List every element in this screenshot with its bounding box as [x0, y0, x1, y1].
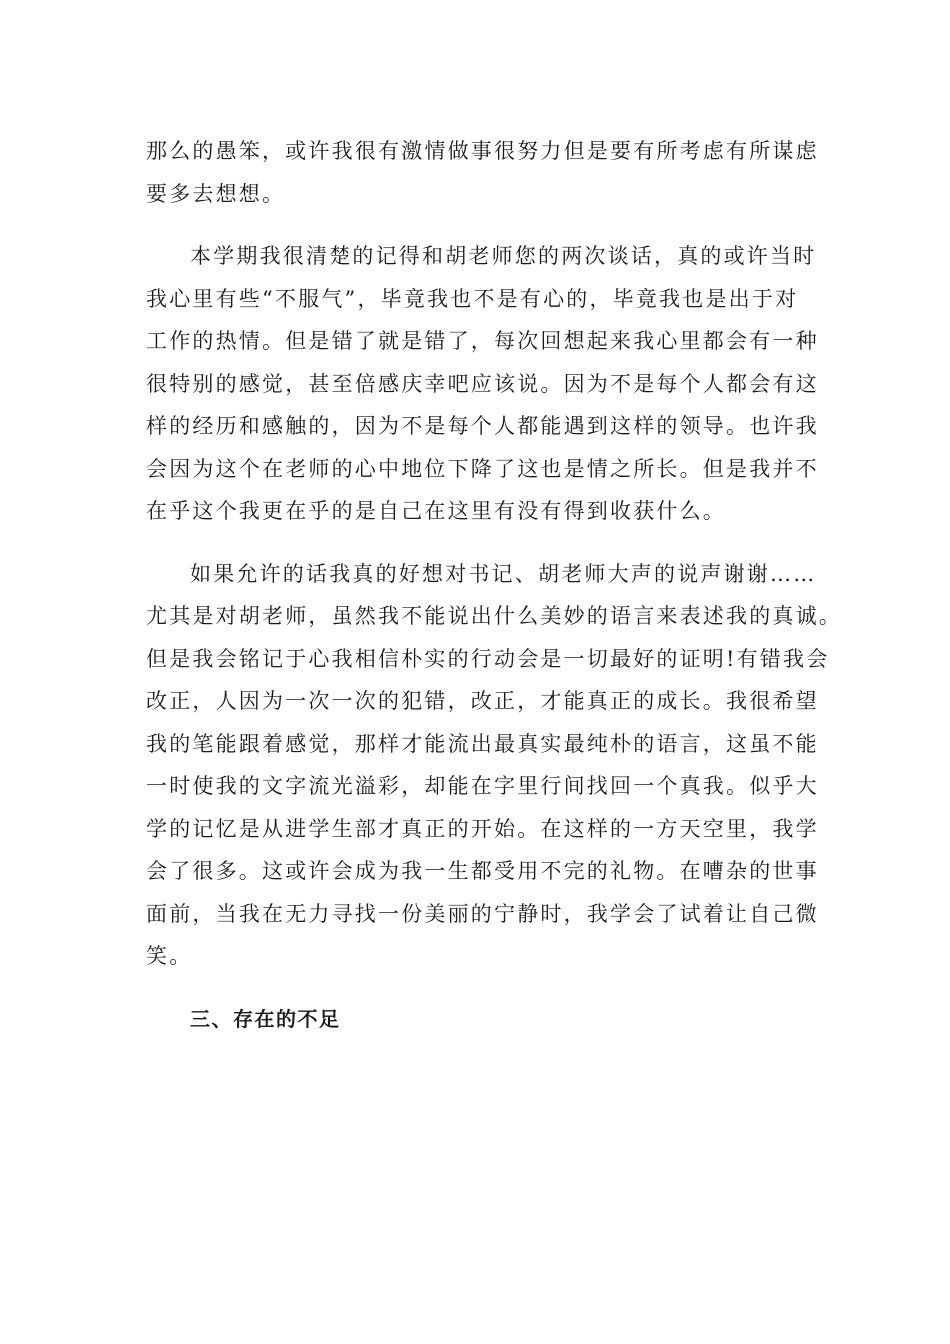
- paragraph-1: [146, 130, 819, 215]
- paragraph-2: [146, 235, 819, 533]
- text-line: 会因为这个在老师的心中地位下降了这也是情之所长。但是我并不: [146, 456, 819, 481]
- text-line: 我心里有些“不服气”，毕竟我也不是有心的，毕竟我也是出于对: [146, 286, 799, 311]
- paragraph-3: [146, 553, 842, 978]
- text-line: 在乎这个我更在乎的是自己在这里有没有得到收获什么。: [146, 499, 726, 523]
- text-line: 但是我会铭记于心我相信朴实的行动会是一切最好的证明!有错我会: [146, 646, 830, 671]
- text-line: 会了很多。这或许会成为我一生都受用不完的礼物。在嘈杂的世事: [146, 859, 819, 883]
- text-line: 如果允许的话我真的好想对书记、胡老师大声的说声谢谢……: [190, 561, 817, 586]
- text-line: 要多去想想。: [146, 181, 286, 206]
- text-line: 很特别的感觉，甚至倍感庆幸吧应该说。因为不是每个人都会有这: [146, 371, 819, 396]
- text-line: 改正，人因为一次一次的犯错，改正，才能真正的成长。我很希望: [146, 689, 819, 713]
- text-line: 样的经历和感触的，因为不是每个人都能遇到这样的领导。也许我: [146, 414, 819, 438]
- section-heading: 三、存在的不足: [190, 1006, 341, 1031]
- text-line: 那么的愚笨，或许我很有激情做事很努力但是要有所考虑有所谋虑: [146, 139, 819, 163]
- document-body: [146, 130, 842, 1040]
- text-line: 尤其是对胡老师，虽然我不能说出什么美妙的语言来表述我的真诚。: [146, 604, 842, 628]
- text-line: 工作的热情。但是错了就是错了，每次回想起来我心里都会有一种: [146, 329, 819, 353]
- text-line: 笑。: [146, 944, 193, 968]
- text-line: 本学期我很清楚的记得和胡老师您的两次谈话，真的或许当时: [190, 244, 817, 268]
- text-line: 我的笔能跟着感觉，那样才能流出最真实最纯朴的语言，这虽不能: [146, 731, 819, 756]
- text-line: 一时使我的文字流光溢彩，却能在字里行间找回一个真我。似乎大: [146, 774, 819, 798]
- text-line: 面前，当我在无力寻找一份美丽的宁静时，我学会了试着让自己微: [146, 901, 819, 926]
- text-line: 学的记忆是从进学生部才真正的开始。在这样的一方天空里，我学: [146, 816, 819, 841]
